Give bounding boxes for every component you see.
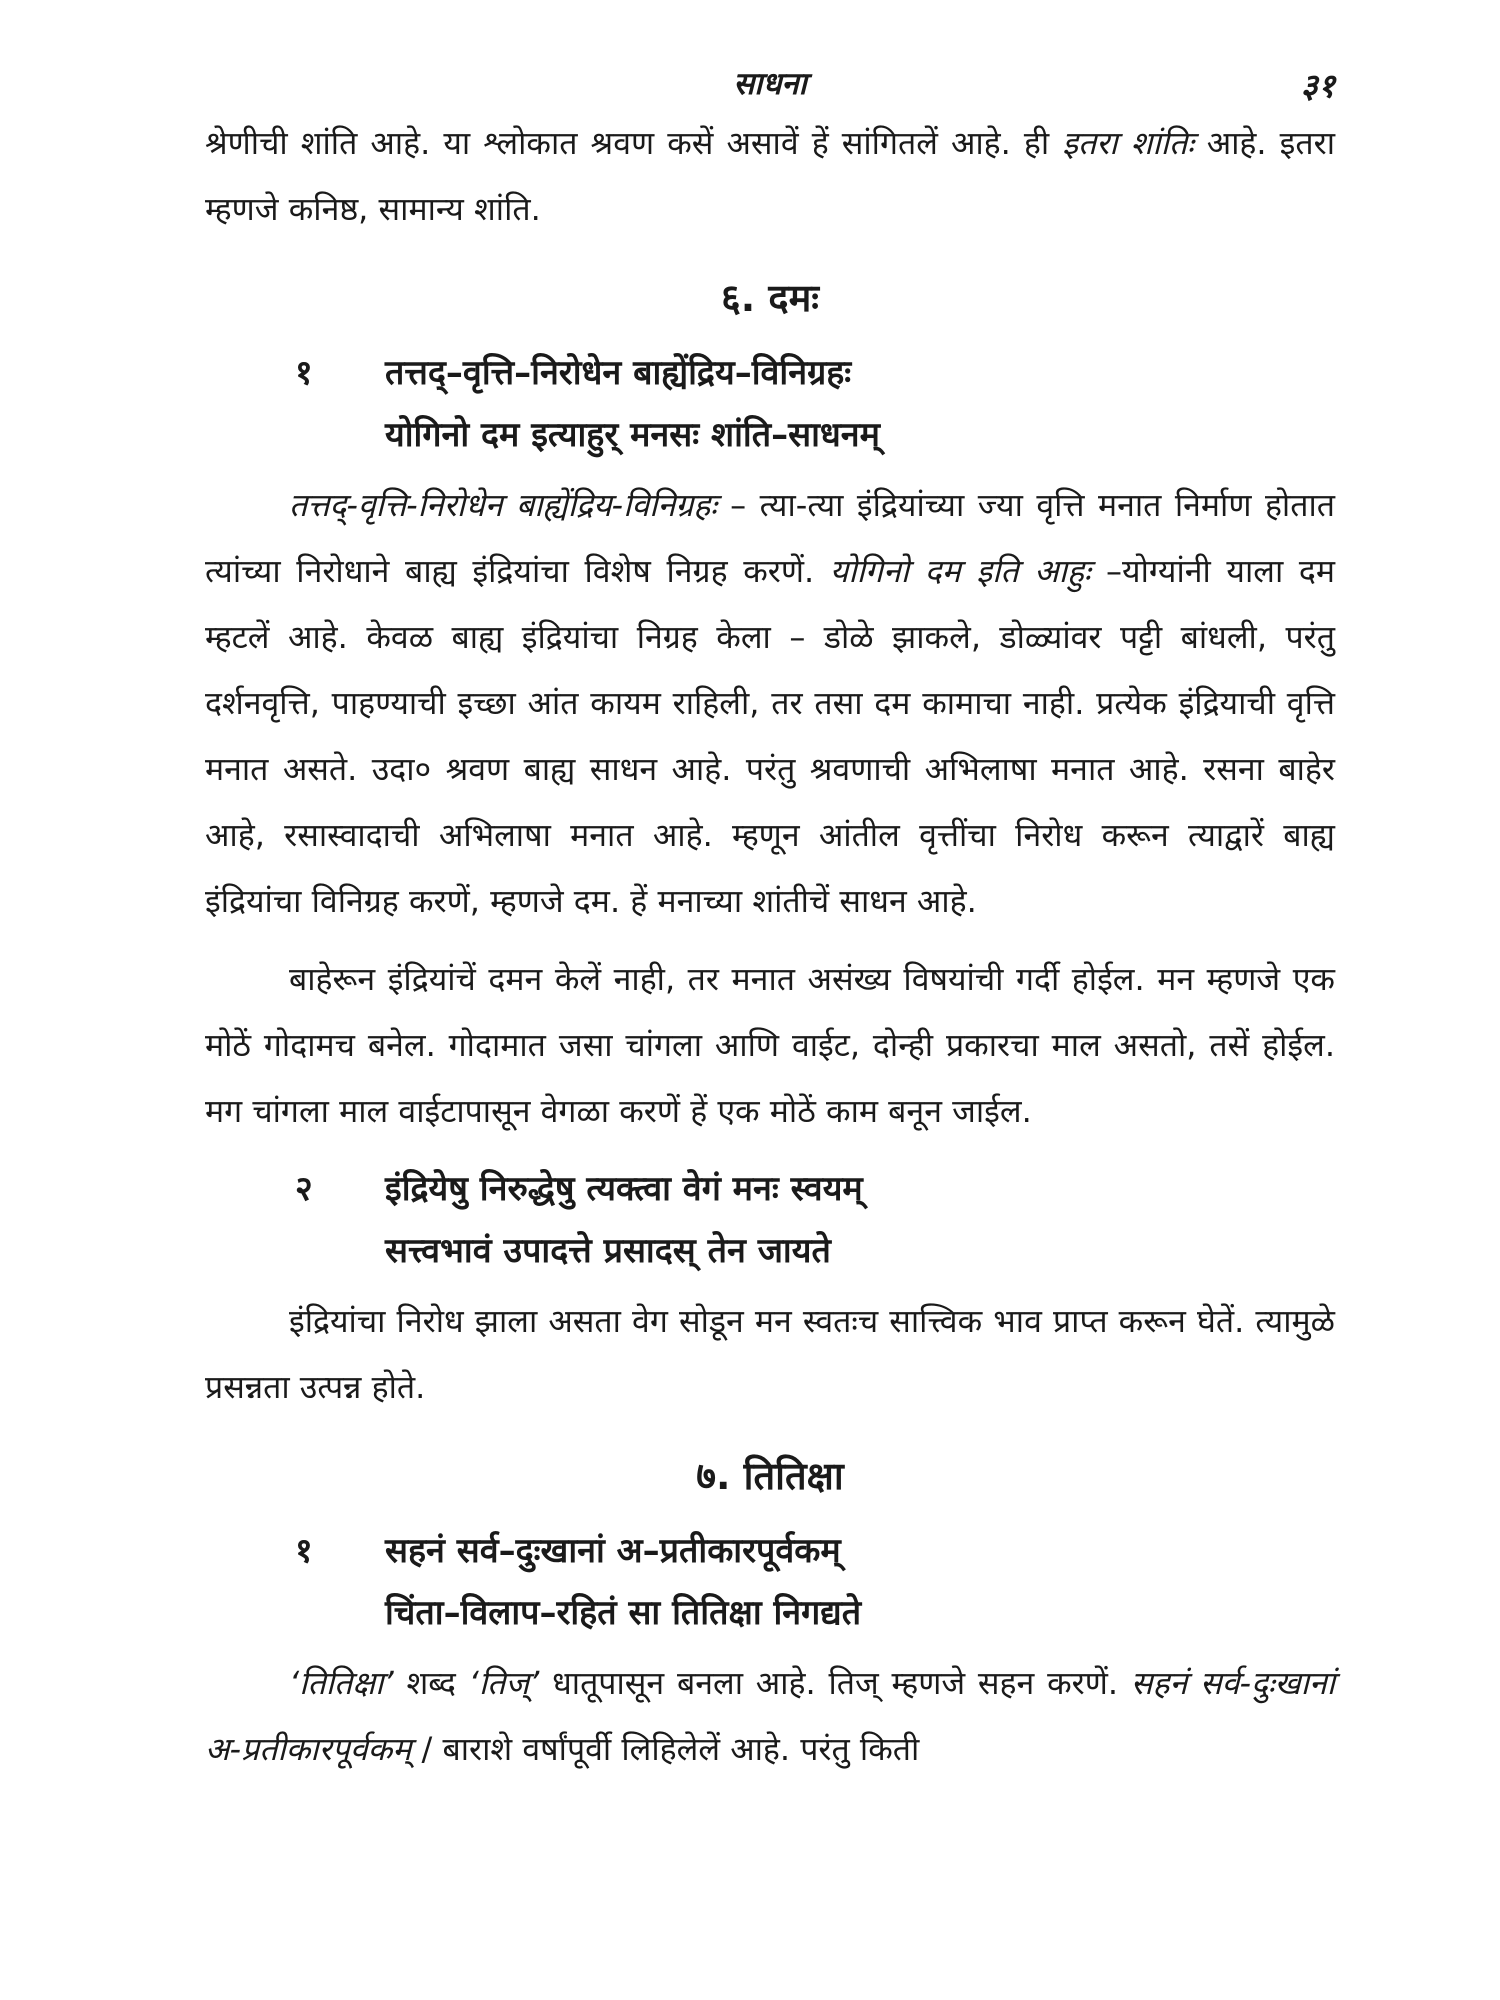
verse-block [205,342,1335,466]
commentary-paragraph: बाहेरून इंद्रियांचें दमन केलें नाही, तर मनात असंख्य विषयांची गर्दी होईल. मन म्हणजे एक मोठें गोदामच बनेल. गोदामात जसा चांगला आणि वाईट, दोन्ही प्रकारचा माल असतो, तसें होईल. मग चांगला माल वाईटापासून वेगळा करणें हें एक मोठें काम बनून जाईल. [205,960,1335,1130]
verse-line: इंद्रियेषु निरुद्धेषु त्यक्त्वा वेगं मनः स्वयम् [385,1169,863,1209]
text-run: – त्या-त्या इंद्रियांच्या ज्या वृत्ति मनात निर्माण होतात त्यांच्या निरोधाने बाह्य इंद्रियांचा विशेष निग्रह करणें. [205,486,1335,590]
verse-line: योगिनो दम इत्याहुर् मनसः शांति–साधनम् [385,415,880,455]
verse-line: सत्त्वभावं उपादत्ते प्रसादस् तेन जायते [385,1231,831,1271]
verse-block [205,1520,1335,1644]
page-header [205,40,1335,110]
verse-line: चिंता–विलाप–रहितं सा तितिक्षा निगद्यते [385,1593,862,1633]
text-run: शब्द [393,1664,469,1702]
commentary-paragraph [205,472,1335,934]
text-run: / बाराशे वर्षांपूर्वी लिहिलेलें आहे. परंतु किती [411,1730,920,1768]
commentary-paragraph [205,1650,1335,1782]
text-run: धातूपासून बनला आहे. तिज् म्हणजे सहन करणें. [539,1664,1131,1702]
verse-line: तत्तद्–वृत्ति–निरोधेन बाह्येंद्रिय–विनिग्रहः [385,353,852,393]
italic-quote: सहनं सर्व-दुःखानां अ-प्रतीकारपूर्वकम् [205,1664,1335,1768]
verse-block [205,1158,1335,1282]
verse-line: सहनं सर्व–दुःखानां अ–प्रतीकारपूर्वकम् [385,1531,841,1571]
intro-paragraph [205,110,1335,242]
text-run: –योग्यांनी याला दम म्हटलें आहे. केवळ बाह्य इंद्रियांचा निग्रह केला – डोळे झाकले, डोळ्यांवर पट्टी बांधली, परंतु दर्शनवृत्ति, पाहण्याची इच्छा आंत कायम राहिली, तर तसा दम कामाचा नाही. प्रत्येक इंद्रियाची वृत्ति मनात असते. उदा० श्रवण बाह्य साधन आहे. परंतु श्रवणाची अभिलाषा मनात आहे. रसना बाहेर आहे, रसास्वादाची अभिलाषा मनात आहे. म्हणून आंतील वृत्तींचा निरोध करून त्याद्वारें बाह्य इंद्रियांचा विनिग्रह करणें, म्हणजे दम. हें मनाच्या शांतीचें साधन आहे. [205,552,1336,920]
italic-term: ‘तिज्’ [468,1664,540,1702]
verse-number: २ [295,1169,313,1209]
page-number: ३१ [1300,66,1335,105]
italic-quote: योगिनो दम इति आहुः [829,552,1091,590]
italic-term: ‘तितिक्षा’ [289,1664,394,1702]
running-title: साधना [733,66,807,102]
italic-term: इतरा शांतिः [1062,124,1194,162]
section-heading-dama: ६. दमः [720,276,819,320]
commentary-paragraph: इंद्रियांचा निरोध झाला असता वेग सोडून मन स्वतःच सात्त्विक भाव प्राप्त करून घेतें. त्यामुळे प्रसन्नता उत्पन्न होते. [205,1302,1335,1406]
book-page [205,40,1335,1782]
text-run: आहे. इतरा म्हणजे कनिष्ठ, सामान्य शांति. [205,124,1335,228]
verse-number: १ [295,353,313,393]
italic-quote: तत्तद्-वृत्ति-निरोधेन बाह्येंद्रिय-विनिग्रहः [289,486,717,524]
section-heading-titiksha: ७. तितिक्षा [696,1454,844,1498]
text-run: श्रेणीची शांति आहे. या श्लोकात श्रवण कसें असावें हें सांगितलें आहे. ही [205,124,1063,162]
verse-number: १ [295,1531,313,1571]
